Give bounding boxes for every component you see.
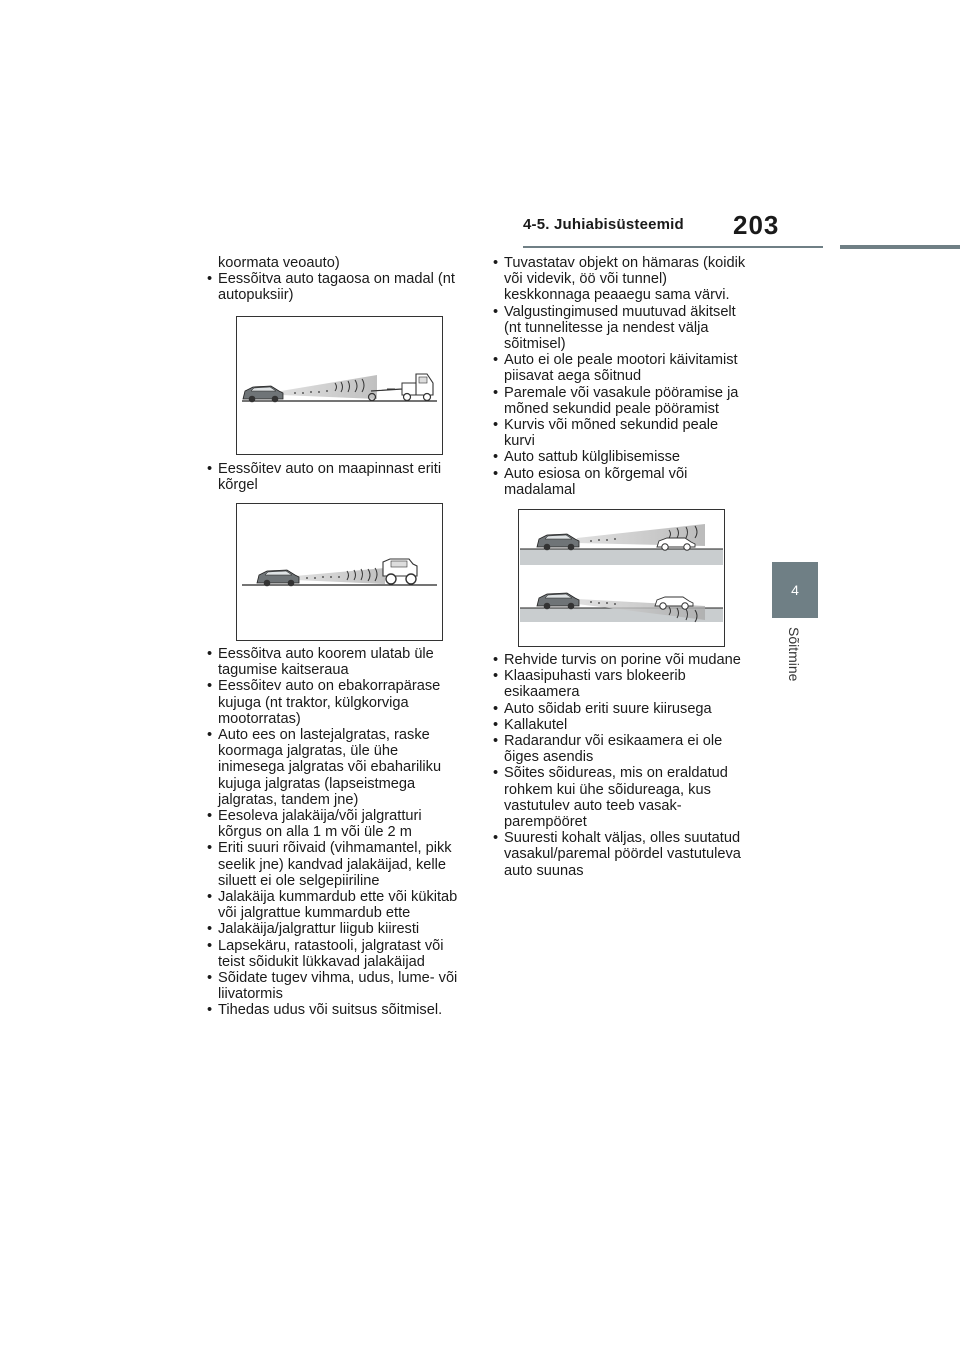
list-item-cont: õiges asendis: [504, 749, 594, 766]
list-item: • Eessõitev auto on maapinnast eriti: [204, 461, 474, 477]
list-item-cont: parempööret: [504, 814, 587, 831]
figure-tow-truck: [236, 316, 443, 455]
list-item-cont: jalgratas, tandem jne): [218, 791, 359, 808]
list-item-cont: piisavat aega sõitnud: [504, 368, 642, 385]
list-item-cont: autopuksiir): [218, 287, 294, 304]
right-block-2: [490, 652, 760, 879]
list-item-cont: (nt tunnelitesse ja nendest välja: [504, 319, 709, 336]
list-item: • Lapsekäru, ratastooli, jalgratast või: [204, 938, 474, 954]
list-item-cont: kõrgel: [218, 477, 258, 494]
list-item: • Tihedas udus või suitsus sõitmisel.: [204, 1002, 474, 1018]
list-item-cont: tagumise kaitseraua: [218, 662, 349, 679]
list-item-cont: madalamal: [504, 481, 576, 498]
list-item-cont: siluett ei ole selgepiiriline: [218, 872, 380, 889]
chapter-tab: [772, 562, 818, 618]
list-item: • Radarandur või esikaamera ei ole: [490, 733, 760, 749]
list-item: • Eessõitev auto on ebakorrapärase: [204, 678, 474, 694]
list-item: • Valgustingimused muutuvad äkitselt: [490, 304, 760, 320]
list-item: • Jalakäija/jalgrattur liigub kiiresti: [204, 921, 474, 937]
list-item-cont: kõrgus on alla 1 m või üle 2 m: [218, 824, 412, 841]
page-number: 203: [733, 210, 780, 240]
list-item-cont: seelik jne) kandvad jalakäijad, kelle: [218, 856, 446, 873]
list-item: • Eriti suuri rõivaid (vihmamantel, pikk: [204, 840, 474, 856]
list-item: • Suuresti kohalt väljas, olles suutatud: [490, 830, 760, 846]
list-item-cont: mootorratas): [218, 710, 301, 727]
list-item: • Paremale või vasakule pööramise ja: [490, 385, 760, 401]
list-item: • Kurvis või mõned sekundid peale: [490, 417, 760, 433]
left-block-2: [204, 461, 474, 493]
list-item-cont: vasakul/paremal pöördel vastutuleva: [504, 846, 741, 863]
list-item-cont: auto suunas: [504, 862, 584, 879]
list-item-cont: inimesega jalgratas või ebahariliku: [218, 759, 442, 776]
section-title: 4-5. Juhiabisüsteemid: [523, 216, 684, 233]
list-item-cont: keskkonnaga peaaegu sama värvi.: [504, 287, 730, 304]
list-item-cont: kujuga jalgratas (lapseistmega: [218, 775, 416, 792]
chapter-number: 4: [791, 582, 799, 598]
list-item-cont: rohkem kui ühe sõidureaga, kus: [504, 781, 711, 798]
list-item: • Auto esiosa on kõrgemal või: [490, 466, 760, 482]
list-item: • Eesoleva jalakäija/või jalgratturi: [204, 808, 474, 824]
car-on-incline-icon: [519, 510, 724, 646]
list-item: • Auto sattub külglibisemisse: [490, 449, 760, 465]
list-item: • Kallakutel: [490, 717, 760, 733]
list-item-cont: teist sõidukit lükkavad jalakäijad: [218, 953, 425, 970]
header-rule: [840, 245, 960, 249]
list-item: • Auto ees on lastejalgratas, raske: [204, 727, 474, 743]
left-block-1: [204, 255, 474, 304]
header-rule-left: [523, 246, 823, 248]
figure-incline: [518, 509, 725, 647]
list-item: • Tuvastatav objekt on hämaras (koidik: [490, 255, 760, 271]
list-item-cont: sõitmisel): [504, 336, 566, 353]
list-item-cont: või jalgrattue kummardub ette: [218, 905, 411, 922]
list-item-cont: kurvi: [504, 433, 535, 450]
list-item-cont: koormaga jalgratas, üle ühe: [218, 743, 399, 760]
list-item: • Rehvide turvis on porine või mudane: [490, 652, 760, 668]
car-following-high-suv-icon: [237, 504, 442, 640]
list-item: • Sõidate tugev vihma, udus, lume- või: [204, 970, 474, 986]
list-item-cont: mõned sekundid peale pööramist: [504, 400, 719, 417]
list-item: • Auto sõidab eriti suure kiirusega: [490, 701, 760, 717]
right-block-1: [490, 255, 760, 498]
list-item: • Sõites sõidureas, mis on eraldatud: [490, 765, 760, 781]
list-item-cont: vastutulev auto teeb vasak-: [504, 797, 682, 814]
list-item: • Auto ei ole peale mootori käivitamist: [490, 352, 760, 368]
list-item: • Jalakäija kummardub ette või kükitab: [204, 889, 474, 905]
figure-high-suv: [236, 503, 443, 641]
list-item-cont: liivatormis: [218, 986, 283, 1003]
list-item-cont: kujuga (nt traktor, külgkorviga: [218, 694, 409, 711]
list-item-cont: või videvik, öö või tunnel): [504, 271, 668, 288]
list-item: • Klaasipuhasti vars blokeerib: [490, 668, 760, 684]
car-following-tow-truck-icon: [237, 317, 442, 454]
continuation-line: koormata veoauto): [218, 255, 340, 271]
left-block-3: [204, 646, 474, 1019]
list-item: • Eessõitva auto tagaosa on madal (nt: [204, 271, 474, 287]
list-item-cont: esikaamera: [504, 684, 580, 701]
chapter-title: Sõitmine: [786, 627, 802, 682]
list-item: • Eessõitva auto koorem ulatab üle: [204, 646, 474, 662]
